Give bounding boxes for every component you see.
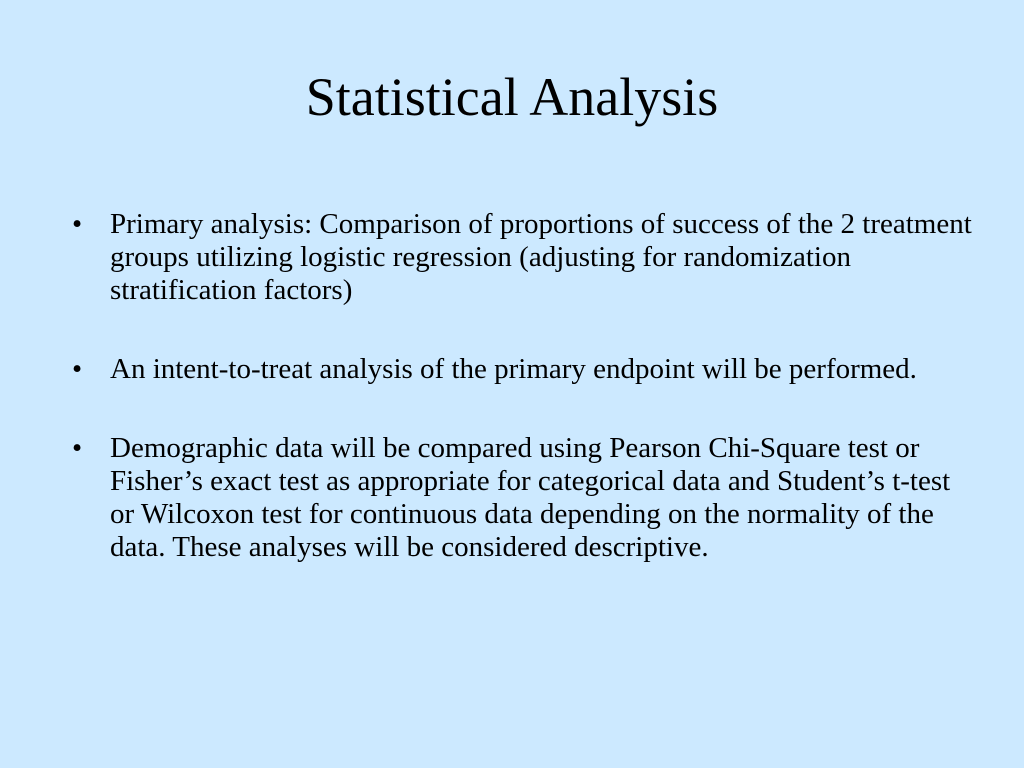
slide-title: Statistical Analysis [305,67,719,127]
bullet-icon: • [72,208,83,240]
bullet-text: Primary analysis: Comparison of proportions of success of the 2 treatment groups utilizing logistic regression (adjusting for randomization stratification factors) [110,208,972,306]
bullet-icon: • [72,353,83,385]
bullet-list [72,208,972,610]
bullet-item-primary-analysis [72,208,972,307]
bullet-item-demographic-data [72,432,972,564]
bullet-item-intent-to-treat [72,353,972,386]
bullet-text: An intent-to-treat analysis of the primary endpoint will be performed. [110,353,917,385]
bullet-icon: • [72,432,83,464]
bullet-text: Demographic data will be compared using Pearson Chi-Square test or Fisher’s exact test as appropriate for categorical data and Student’s t-test or Wilcoxon test for continuous data depending on the normality of the data. These analyses will be considered descriptive. [110,432,951,563]
